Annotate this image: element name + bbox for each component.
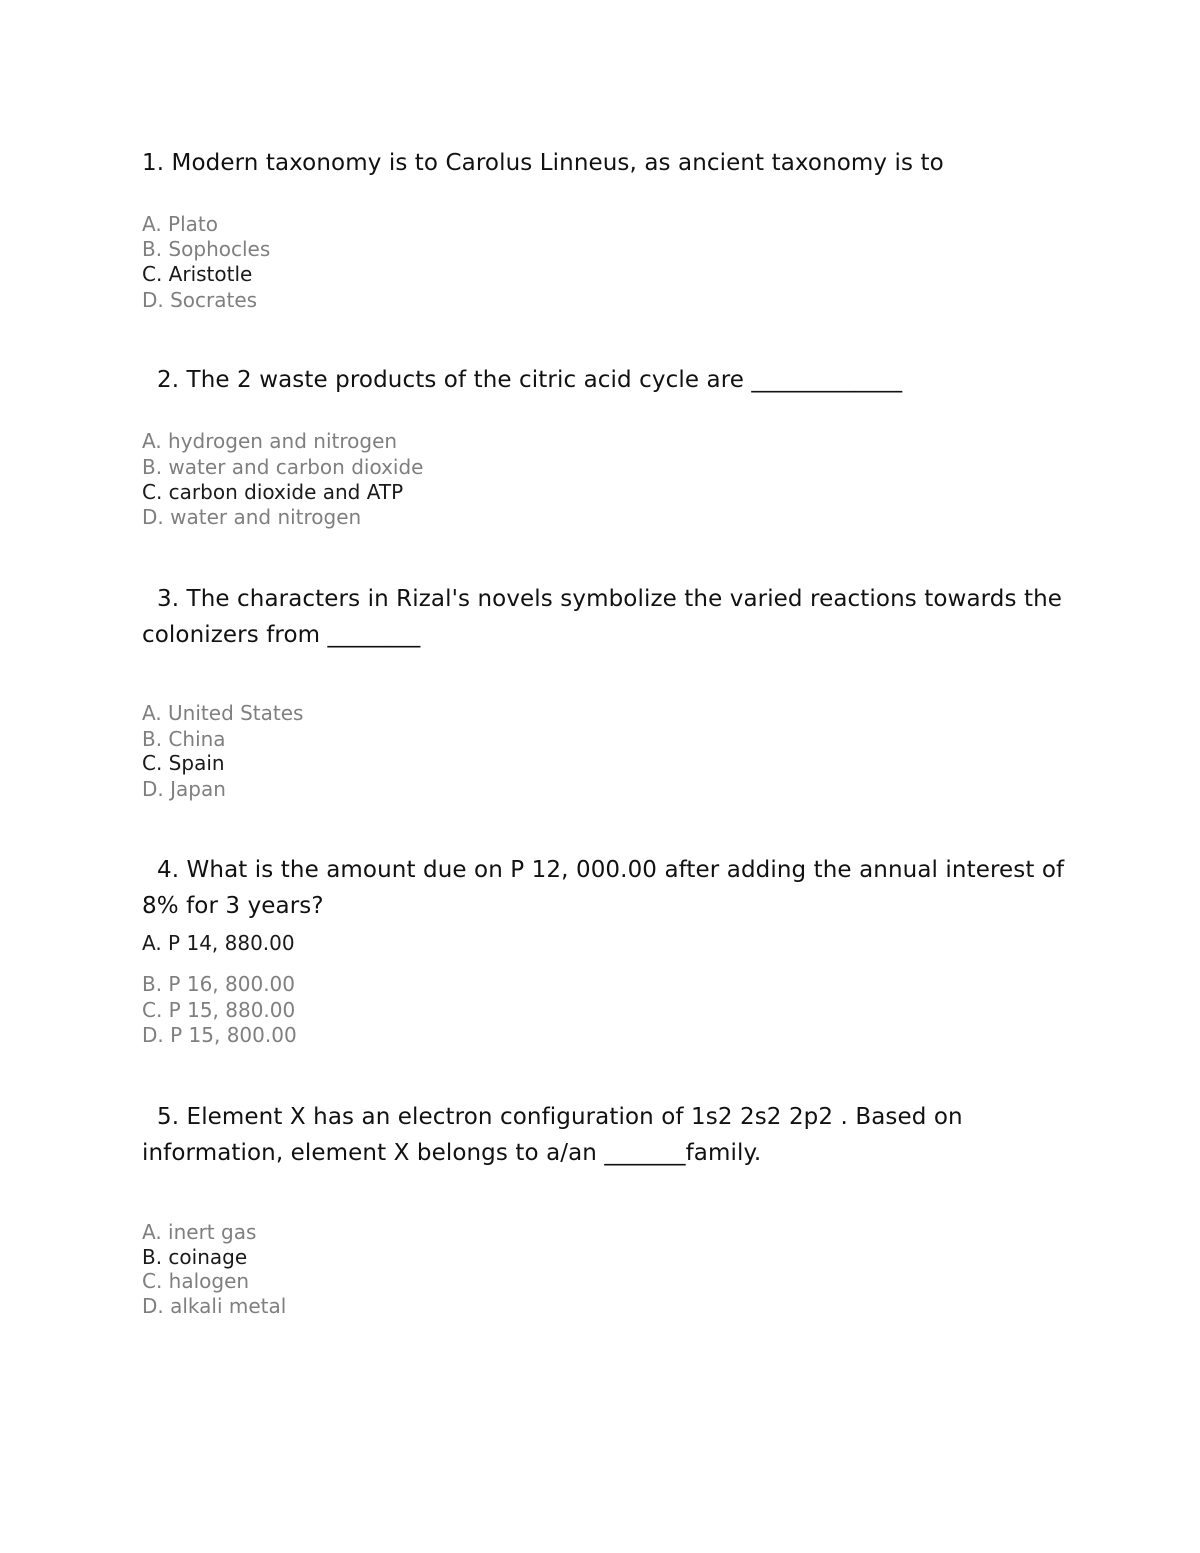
question-1-option-d: D. Socrates — [142, 288, 258, 312]
question-1: 1. Modern taxonomy is to Carolus Linneus, as ancient taxonomy is to — [142, 150, 944, 176]
question-1-option-a: A. Plato — [142, 212, 218, 236]
question-4: 4. What is the amount due on P 12, 000.00 after adding the annual interest of 8% for 3 years? — [142, 857, 1065, 919]
question-3-option-a: A. United States — [142, 701, 304, 725]
question-2-option-b: B. water and carbon dioxide — [142, 455, 424, 479]
question-5-option-d: D. alkali metal — [142, 1294, 287, 1318]
question-4-option-c: C. P 15, 880.00 — [142, 998, 296, 1022]
question-5-option-b: B. coinage — [142, 1245, 248, 1269]
question-4-option-b: B. P 16, 800.00 — [142, 972, 295, 996]
question-1-option-c: C. Aristotle — [142, 262, 253, 286]
question-4-option-a: A. P 14, 880.00 — [142, 931, 295, 955]
question-3-option-c: C. Spain — [142, 751, 225, 775]
question-4-option-d: D. P 15, 800.00 — [142, 1023, 297, 1047]
question-5-option-a: A. inert gas — [142, 1220, 257, 1244]
question-2-option-d: D. water and nitrogen — [142, 505, 362, 529]
question-2: 2. The 2 waste products of the citric acid cycle are _____________ — [157, 367, 903, 393]
question-2-option-a: A. hydrogen and nitrogen — [142, 429, 398, 453]
question-3-option-d: D. Japan — [142, 777, 226, 801]
question-3: 3. The characters in Rizal's novels symbolize the varied reactions towards the colonizers from ________ — [142, 586, 1063, 648]
question-2-option-c: C. carbon dioxide and ATP — [142, 480, 404, 504]
question-5: 5. Element X has an electron configuration of 1s2 2s2 2p2 . Based on information, element X belongs to a/an _______family. — [142, 1104, 963, 1166]
question-5-option-c: C. halogen — [142, 1269, 250, 1293]
question-3-option-b: B. China — [142, 727, 226, 751]
question-1-option-b: B. Sophocles — [142, 237, 271, 261]
